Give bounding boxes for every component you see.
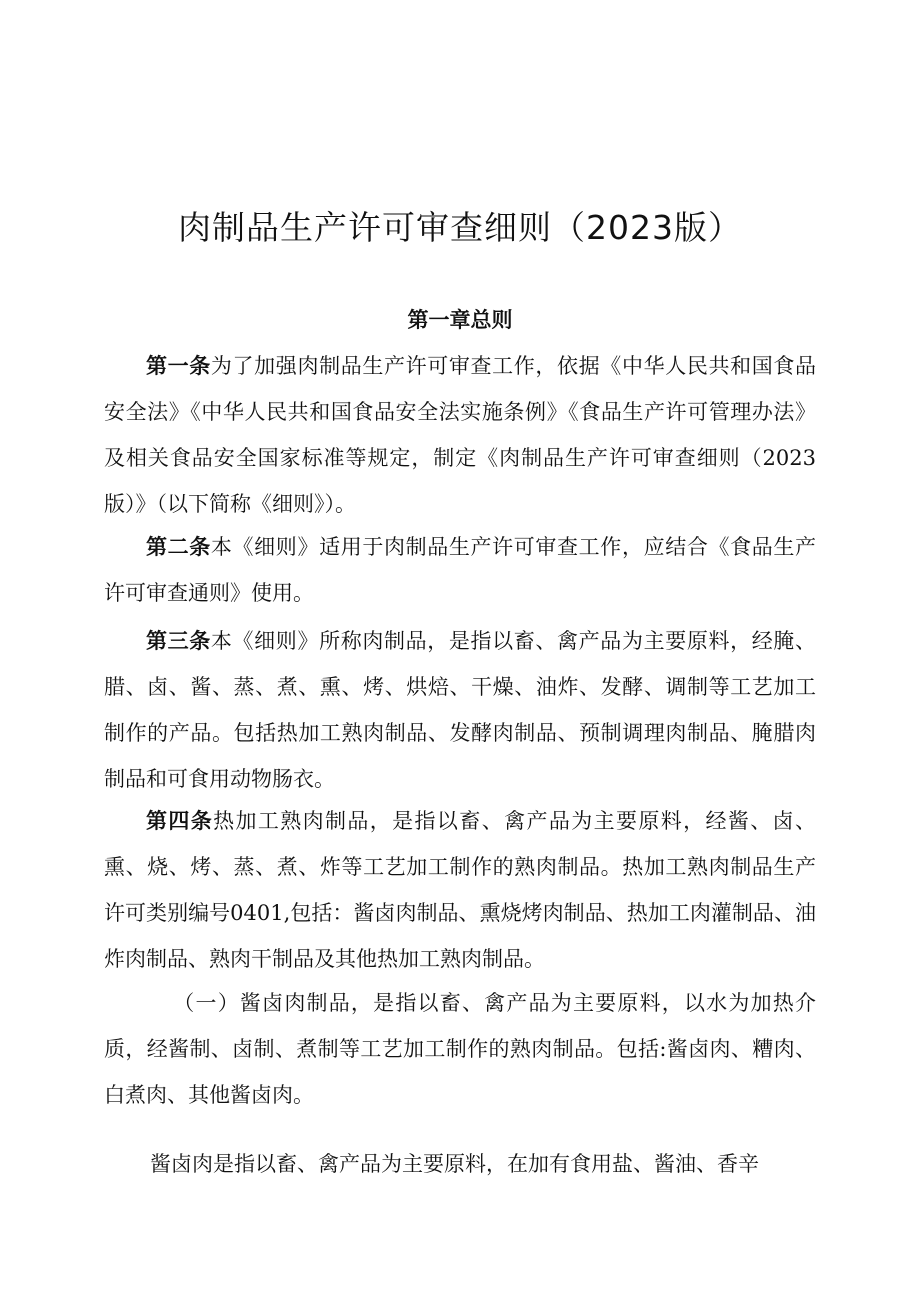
article-4-text: 热加工熟肉制品，是指以畜、禽产品为主要原料，经酱、卤、熏、烧、烤、蒸、煮、炸等工艺加工制作的熟肉制品。热加工熟肉制品生产许可类别编号0401,包括：酱卤肉制品、熏烧烤肉制品、热加工肉灌制品、油炸肉制品、熟肉干制品及其他热加工熟肉制品。	[104, 809, 817, 971]
article-4-label: 第四条	[146, 809, 214, 833]
article-1-text: 为了加强肉制品生产许可审查工作，依据《中华人民共和国食品安全法》《中华人民共和国食品安全法实施条例》《食品生产许可管理办法》及相关食品安全国家标准等规定，制定《肉制品生产许可审查细则（2023版）》（以下简称《细则》）。	[104, 354, 817, 516]
article-3-label: 第三条	[146, 629, 211, 653]
article-1-label: 第一条	[146, 354, 211, 378]
article-4	[104, 798, 816, 982]
article-3-text: 本《细则》所称肉制品，是指以畜、禽产品为主要原料，经腌、腊、卤、酱、蒸、煮、熏、烤、烘焙、干燥、油炸、发酵、调制等工艺加工制作的产品。包括热加工熟肉制品、发酵肉制品、预制调理肉制品、腌腊肉制品和可食用动物肠衣。	[104, 629, 817, 791]
document-title: 肉制品生产许可审查细则（2023版）	[178, 208, 742, 247]
article-2	[104, 524, 816, 616]
chapter-heading: 第一章总则	[407, 308, 513, 332]
article-2-text: 本《细则》适用于肉制品生产许可审查工作，应结合《食品生产许可审查通则》使用。	[104, 535, 817, 605]
sub-item-1: （一）酱卤肉制品，是指以畜、禽产品为主要原料，以水为加热介质，经酱制、卤制、煮制等工艺加工制作的熟肉制品。包括:酱卤肉、糟肉、白煮肉、其他酱卤肉。	[104, 991, 816, 1107]
article-3	[104, 618, 816, 802]
body-paragraph: 酱卤肉是指以畜、禽产品为主要原料，在加有食用盐、酱油、香辛	[150, 1152, 759, 1176]
article-1	[104, 343, 816, 527]
article-2-label: 第二条	[146, 535, 211, 559]
